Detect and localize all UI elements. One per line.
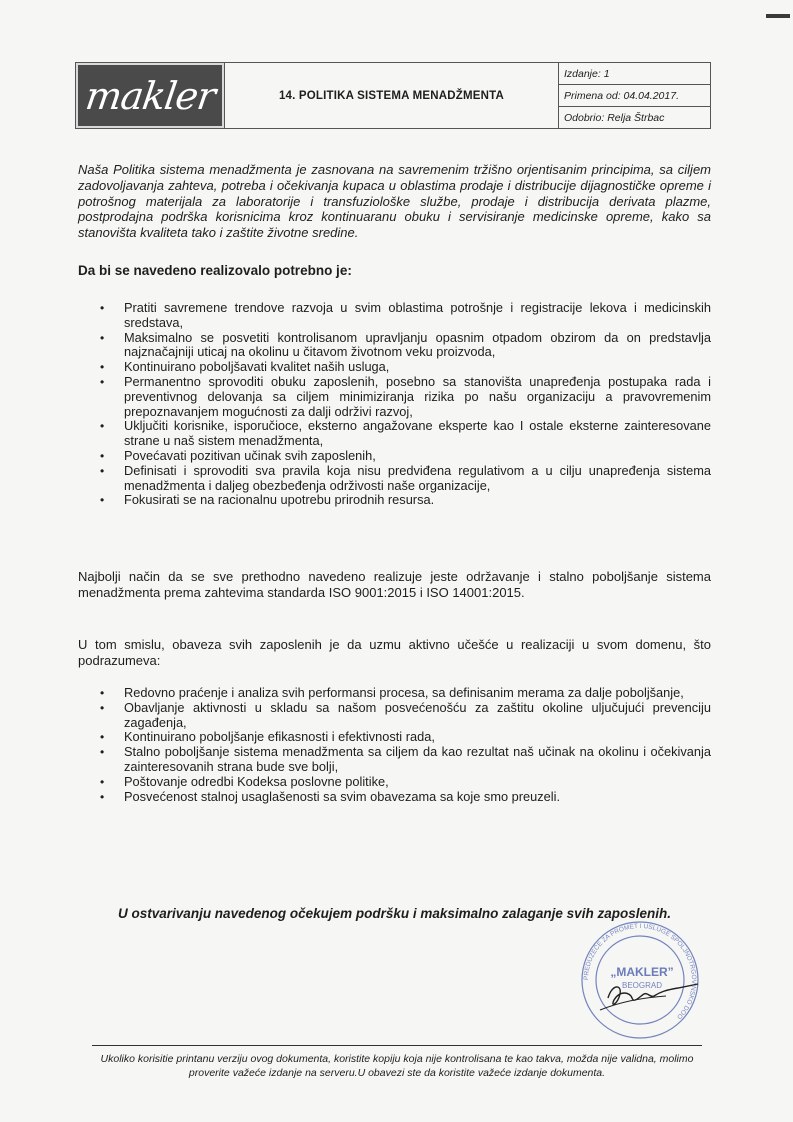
list-item: • Maksimalno se posvetiti kontrolisanom upravljanju opasnim otpadom obzirom da on predstavlja najznačajniji uticaj na okolinu u čitavom životnom veku proizvoda, <box>100 329 711 360</box>
section-heading: Da bi se navedeno realizovalo potrebno je: <box>78 263 352 278</box>
requirements-list <box>78 301 711 508</box>
closing-statement: U ostvarivanju navedenog očekujem podršku i maksimalno zalaganje svih zaposlenih. <box>118 906 671 921</box>
obligations-list <box>78 686 711 804</box>
list-item: • Kontinuirano poboljšavati kvalitet naših usluga, <box>100 359 390 375</box>
list-item: • Posvećenost stalnoj usaglašenosti sa svim obavezama sa koje smo preuzeli. <box>100 788 561 804</box>
company-stamp <box>570 918 710 1042</box>
bullet-icon: • <box>100 448 105 463</box>
bullet-icon: • <box>100 360 105 375</box>
approved-by: Odobrio: Relja Štrbac <box>559 107 711 129</box>
intro-paragraph: Naša Politika sistema menadžmenta je zasnovana na savremenim tržišno orjentisanim principima, sa ciljem zadovoljavanja zahteva, potreba i očekivanja kupaca u oblastima prodaje i distribucije dijagnostičke opreme i potrošnog materijala za laboratorije i transfuziološke službe, prodaje i distribucija derivata plazme, postprodajna podrška korisnicima kroz kontinuaranu obuku i servisiranje medicinske opreme, kako sa stanovišta kvaliteta tako i zaštite životne sredine. <box>78 162 711 241</box>
bullet-icon: • <box>100 301 105 315</box>
signature-underline <box>600 996 666 1010</box>
footer-divider <box>92 1045 702 1046</box>
logo-text: makler <box>82 73 218 118</box>
scan-edge-mark <box>766 14 790 18</box>
list-item: • Redovno praćenje i analiza svih performansi procesa, sa definisanim merama za dalje poboljšanje, <box>100 685 684 700</box>
applies-from-date: Primena od: 04.04.2017. <box>559 85 711 107</box>
stamp-city: BEOGRAD <box>621 981 663 990</box>
list-item: • Stalno poboljšanje sistema menadžmenta sa ciljem da kao rezultat naš učinak na okolinu i očekivanja zainteresovanih strana bude sve bolji, <box>100 744 711 774</box>
bullet-icon: • <box>100 686 105 700</box>
document-title: 14. POLITIKA SISTEMA MENADŽMENTA <box>225 63 559 129</box>
bullet-icon: • <box>100 419 105 434</box>
stamp-inner-ring <box>596 936 684 1024</box>
bullet-icon: • <box>100 774 105 789</box>
list-item: • Obavljanje aktivnosti u skladu sa našom posvećenošću za zaštitu okoline uljučujući prevenciju zagađenja, <box>100 699 711 730</box>
stamp-name: „MAKLER” <box>610 965 674 979</box>
standards-paragraph: Najbolji način da se sve prethodno navedeno realizuje jeste održavanje i stalno poboljšanje sistema menadžmenta prema zahtevima standarda ISO 9001:2015 i ISO 14001:2015. <box>78 569 711 600</box>
stamp-outer-ring <box>582 922 698 1038</box>
bullet-icon: • <box>100 330 105 345</box>
list-item: • Pratiti savremene trendove razvoja u svim oblastima potrošnje i registracije lekova i medicinskih sredstava, <box>100 300 711 330</box>
logo-cell <box>76 63 225 129</box>
document-header <box>75 62 711 129</box>
employee-obligations-paragraph: U tom smislu, obaveza svih zaposlenih je da uzmu aktivno učešće u realizaciji u svom domenu, što podrazumeva: <box>78 637 711 668</box>
stamp-ring-text: PREDUZEĆE ZA PROMET I USLUGE SPOLJNOTRGOVINSKO DOO <box>582 922 698 1021</box>
bullet-icon: • <box>100 700 105 715</box>
list-item: • Povećavati pozitivan učinak svih zaposlenih, <box>100 447 376 463</box>
stamp-graphic <box>570 918 710 1042</box>
footer-note: Ukoliko korisitie printanu verziju ovog dokumenta, koristite kopiju koja nije kontrolisana te kao takva, možda nije validna, molimo proverite važeće izdanje na serveru.U obavezi ste da koristite važeće izdanje dokumenta. <box>100 1053 694 1079</box>
bullet-icon: • <box>100 374 105 389</box>
bullet-icon: • <box>100 463 105 478</box>
bullet-icon: • <box>100 493 105 508</box>
list-item: • Kontinuirano poboljšanje efikasnosti i efektivnosti rada, <box>100 729 435 745</box>
bullet-icon: • <box>100 745 105 760</box>
list-item: • Definisati i sprovoditi sva pravila koja nisu predviđena regulativom a u cilju unapređenja sistema menadžmenta i daljeg obezbeđenja održivosti naše organizacije, <box>100 462 711 493</box>
bullet-icon: • <box>100 789 105 804</box>
list-item: • Poštovanje odredbi Kodeksa poslovne politike, <box>100 773 389 789</box>
list-item: • Uključiti korisnike, isporučioce, eksterno angažovane eksperte kao I ostale eksterne zainteresovane strane u naš sistem menadžmenta, <box>100 418 711 449</box>
list-item: • Permanentno sprovoditi obuku zaposlenih, posebno sa stanovišta unapređenja postupaka rada i preventivnog delovanja sa ciljem minimiziranja rizika po našu organizaciju a pravovremenim prepoznavanjem mogućnosti za dalji održivi razvoj, <box>100 373 711 419</box>
bullet-icon: • <box>100 730 105 745</box>
list-item: • Fokusirati se na racionalnu upotrebu prirodnih resursa. <box>100 492 435 508</box>
issue-number: Izdanje: 1 <box>559 63 711 85</box>
company-logo <box>78 65 222 126</box>
